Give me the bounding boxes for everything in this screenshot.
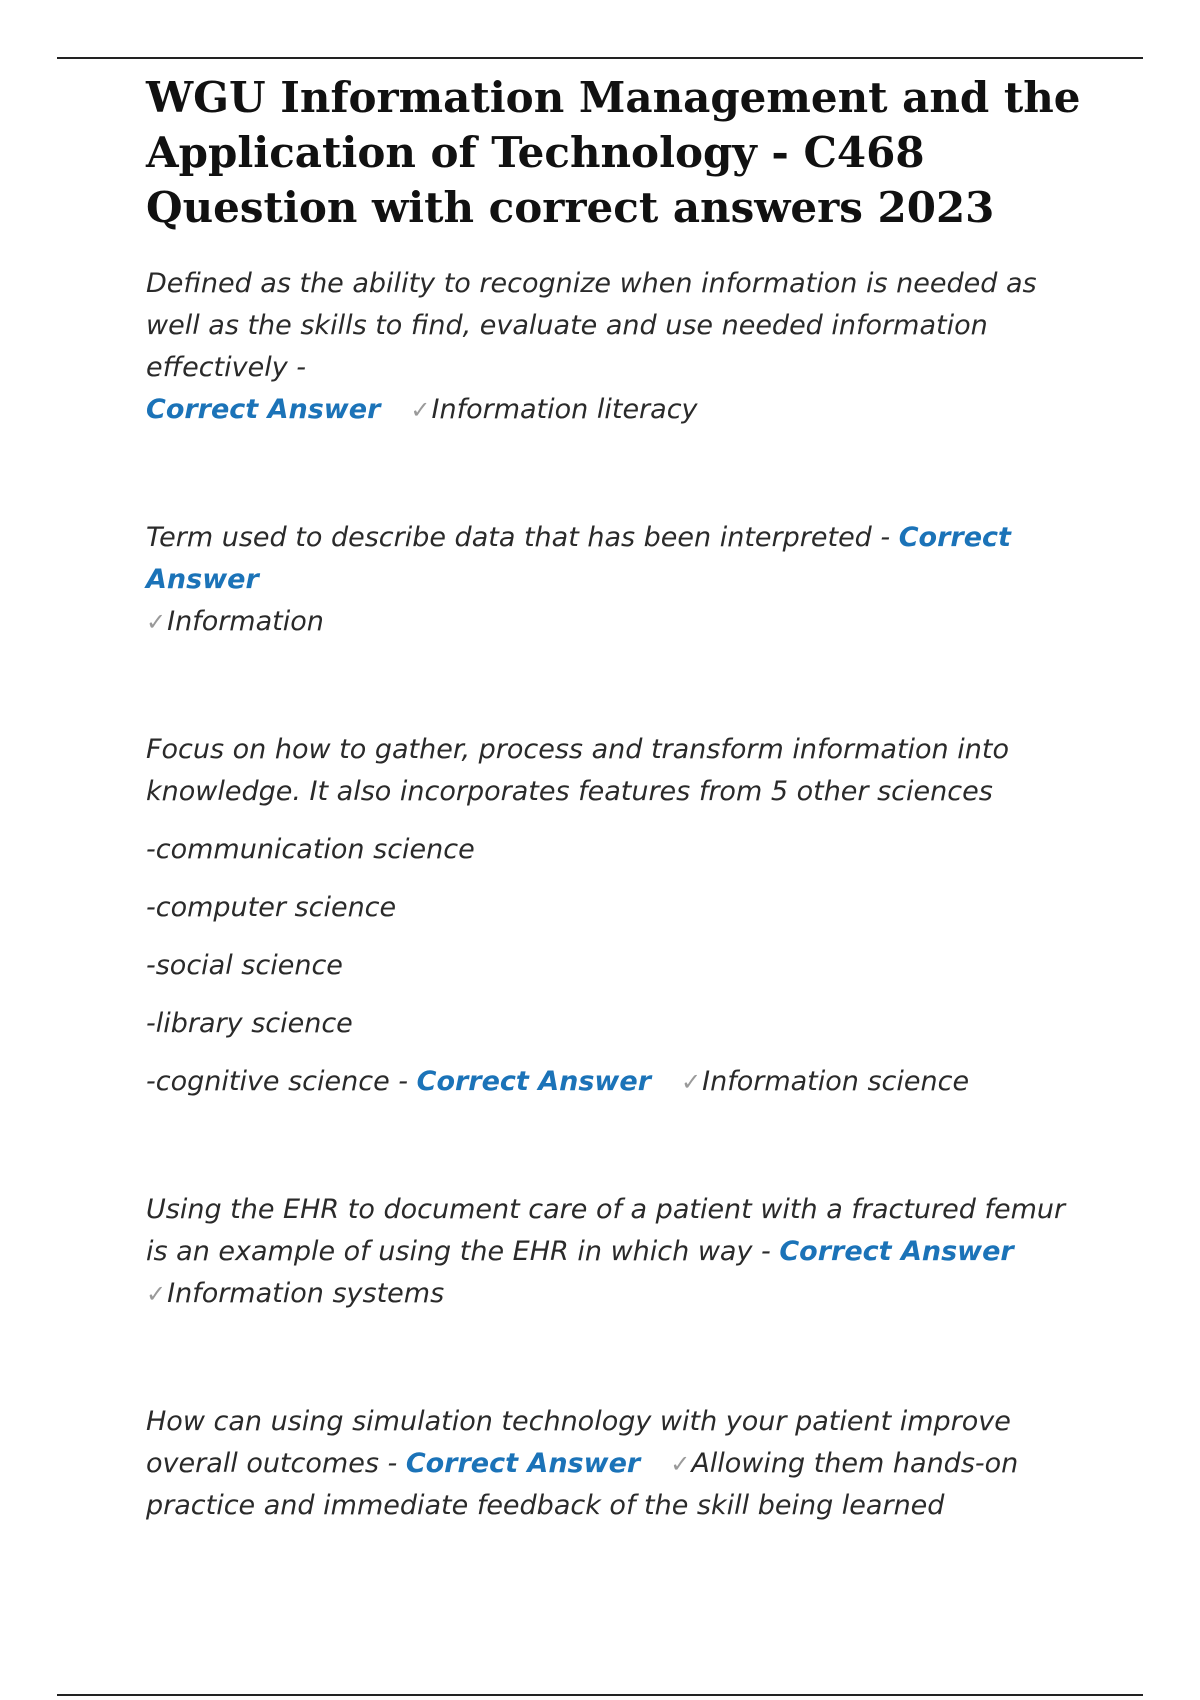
correct-answer-label: Correct Answer xyxy=(146,522,1011,595)
document-body xyxy=(146,70,1086,1613)
check-icon: ✓ xyxy=(681,1068,702,1096)
question-text: Using the EHR to document care of a patient with a fractured femur is an example of using the EHR in which way - xyxy=(146,1194,1066,1267)
question-text: Defined as the ability to recognize when information is needed as well as the skills to find, evaluate and use needed information effectively - xyxy=(146,268,1037,383)
qa-item xyxy=(146,517,1086,643)
list-item: -communication science xyxy=(146,834,475,865)
list-item: -cognitive science - xyxy=(146,1066,417,1097)
answer-text: Information literacy xyxy=(431,394,698,425)
answer-text: Information xyxy=(167,606,324,637)
question-text: Term used to describe data that has been interpreted - xyxy=(146,522,899,553)
answer-text: Information science xyxy=(702,1066,970,1097)
check-icon: ✓ xyxy=(670,1450,691,1478)
top-rule xyxy=(57,57,1143,59)
check-icon: ✓ xyxy=(410,396,431,424)
answer-text: Information systems xyxy=(167,1278,445,1309)
qa-item xyxy=(146,263,1086,431)
list-item: -library science xyxy=(146,1008,353,1039)
correct-answer-label: Correct Answer xyxy=(416,1066,652,1097)
check-icon: ✓ xyxy=(146,1280,167,1308)
check-icon: ✓ xyxy=(146,608,167,636)
correct-answer-label: Correct Answer xyxy=(779,1236,1014,1267)
correct-answer-label: Correct Answer xyxy=(405,1448,641,1479)
qa-item xyxy=(146,729,1086,1103)
correct-answer-label: Correct Answer xyxy=(146,394,381,425)
question-text: How can using simulation technology with your patient improve overall outcomes - xyxy=(146,1406,1011,1479)
answer-text: Allowing them hands-on practice and immediate feedback of the skill being learned xyxy=(146,1448,1019,1521)
page-title: WGU Information Management and the Application of Technology - C468 Question with correct answers 2023 xyxy=(146,73,1081,232)
list-item: -computer science xyxy=(146,892,397,923)
bottom-rule xyxy=(57,1694,1143,1696)
qa-item xyxy=(146,1189,1086,1315)
list-item: -social science xyxy=(146,950,343,981)
qa-item xyxy=(146,1401,1086,1527)
question-text: Focus on how to gather, process and transform information into knowledge. It also incorporates features from 5 other sciences xyxy=(146,734,1009,807)
